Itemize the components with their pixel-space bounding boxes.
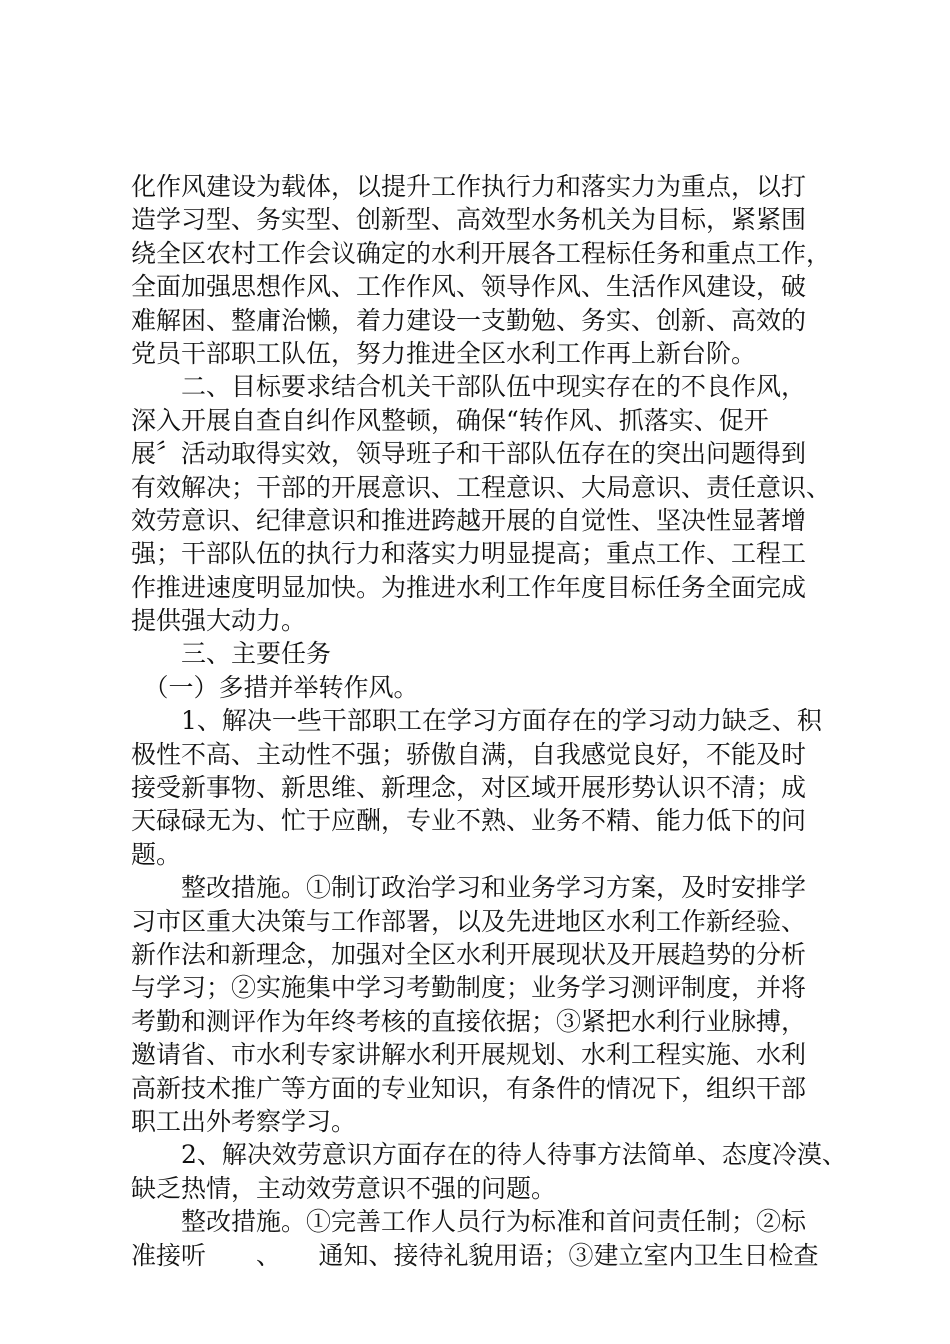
text-line: 缺乏热情，主动效劳意识不强的问题。 xyxy=(131,1173,557,1203)
text-line: 1、解决一些干部职工在学习方面存在的学习动力缺乏、积 xyxy=(131,706,822,736)
subsection-heading: （一）多措并举转作风。 xyxy=(131,672,419,702)
text-line: 新作法和新理念，加强对全区水利开展现状及开展趋势的分析 xyxy=(131,939,807,969)
text-line: 展〞活动取得实效，领导班子和干部队伍存在的突出问题得到 xyxy=(131,439,807,469)
text-line: 效劳意识、纪律意识和推进跨越开展的自觉性、坚决性显著增 xyxy=(131,505,807,535)
text-line: 习市区重大决策与工作部署，以及先进地区水利工作新经验、 xyxy=(131,906,807,936)
text-line: 高新技术推广等方面的专业知识，有条件的情况下，组织干部 xyxy=(131,1073,807,1103)
text-line: 考勤和测评作为年终考核的直接依据；③紧把水利行业脉搏， xyxy=(131,1006,807,1036)
text-line: 准接听 、 通知、接待礼貌用语；③建立室内卫生日检查 xyxy=(131,1240,819,1270)
text-line: 强；干部队伍的执行力和落实力明显提高；重点工作、工程工 xyxy=(131,539,807,569)
text-line: 难解困、整庸治懒，着力建设一支勤勉、务实、创新、高效的 xyxy=(131,305,807,335)
text-line: 极性不高、主动性不强；骄傲自满，自我感觉良好，不能及时 xyxy=(131,739,807,769)
text-line: 2、解决效劳意识方面存在的待人待事方法简单、态度冷漠、 xyxy=(131,1140,847,1170)
text-line: 造学习型、务实型、创新型、高效型水务机关为目标，紧紧围 xyxy=(131,205,807,235)
text-line: 绕全区农村工作会议确定的水利开展各工程标任务和重点工作， xyxy=(131,238,832,268)
section-heading-objectives: 二、目标要求结合机关干部队伍中现实存在的不良作风， xyxy=(131,372,807,402)
text-line: 天碌碌无为、忙于应酬，专业不熟、业务不精、能力低下的问 xyxy=(131,806,807,836)
text-line: 有效解决；干部的开展意识、工程意识、大局意识、责任意识、 xyxy=(131,472,832,502)
text-line: 整改措施。①制订政治学习和业务学习方案，及时安排学 xyxy=(131,873,807,903)
text-line: 全面加强思想作风、工作作风、领导作风、生活作风建设，破 xyxy=(131,272,807,302)
text-line: 化作风建设为载体，以提升工作执行力和落实力为重点，以打 xyxy=(131,172,807,201)
text-line: 作推进速度明显加快。为推进水利工作年度目标任务全面完成 xyxy=(131,572,807,602)
text-line: 党员干部职工队伍，努力推进全区水利工作再上新台阶。 xyxy=(131,338,757,368)
document-body xyxy=(131,170,851,1272)
section-heading-main-tasks: 三、主要任务 xyxy=(131,639,332,669)
text-line: 职工出外考察学习。 xyxy=(131,1106,357,1136)
text-line: 接受新事物、新思维、新理念，对区域开展形势认识不清；成 xyxy=(131,773,807,803)
text-line: 与学习；②实施集中学习考勤制度；业务学习测评制度，并将 xyxy=(131,973,807,1003)
text-line: 邀请省、市水利专家讲解水利开展规划、水利工程实施、水利 xyxy=(131,1040,807,1070)
text-line: 整改措施。①完善工作人员行为标准和首问责任制；②标 xyxy=(131,1207,807,1237)
text-line: 题。 xyxy=(131,839,182,869)
text-line: 提供强大动力。 xyxy=(131,606,307,636)
text-line: 深入开展自查自纠作风整顿，确保“转作风、抓落实、促开 xyxy=(131,405,769,435)
